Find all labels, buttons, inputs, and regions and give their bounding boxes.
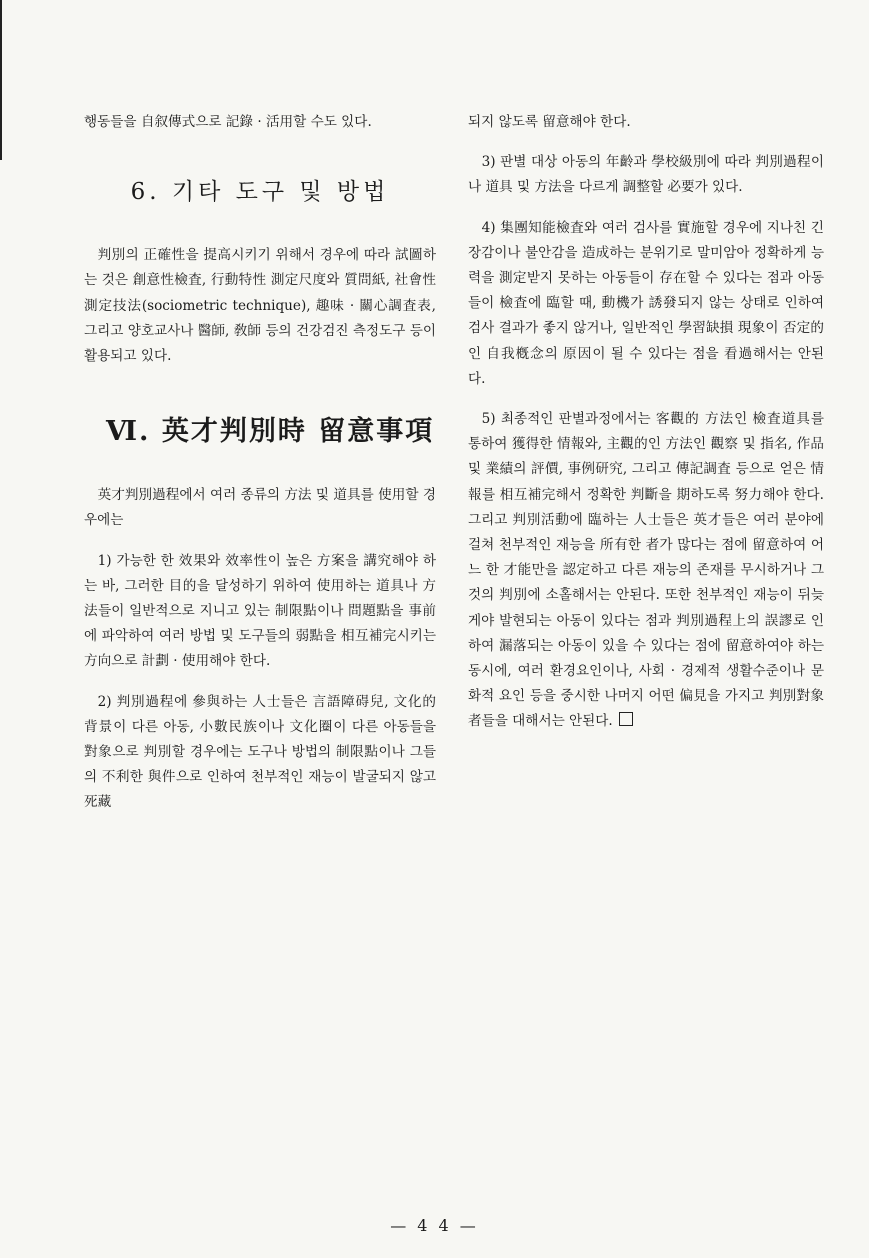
page-number: — 4 4 — <box>390 1216 479 1235</box>
paragraph-intro: 英才判別過程에서 여러 종류의 方法 및 道具를 使用할 경우에는 <box>84 487 436 529</box>
paragraph-item-5-text: 5) 최종적인 판별과정에서는 客觀的 方法인 檢査道具를 통하여 獲得한 情報와, 主觀的인 方法인 觀察 및 指名, 作品 및 業績의 評價, 事例研究, 그리고 傳記調査 등으로 얻은 情報를 相互補完해서 정확한 判斷을 期하도록 努力해야 한다. 그리고 判別活動에 臨하는 人士들은 英才들은 여러 분야에 걸쳐 천부적인 재능을 所有한 者가 많다는 점에 留意하여 어느 한 才能만을 認定하고 다른 재능의 존재를 무시하거나 그것의 判別에 소홀해서는 안된다. 또한 천부적인 재능이 뒤늦게야 발현되는 아동이 있다는 점과 判別過程上의 誤謬로 인하여 漏落되는 아동이 있을 수 있다는 점에 留意하여야 하는 동시에, 여러 환경요인이나, 사회 · 경제적 생활수준이나 문화적 요인 등을 중시한 나머지 어떤 偏見을 가지고 判別對象者들을 대해서는 안된다. <box>468 411 824 730</box>
paragraph-item-2-continued: 되지 않도록 留意해야 한다. <box>468 114 631 130</box>
paragraph-item-1: 1) 가능한 한 效果와 效率性이 높은 方案을 講究해야 하는 바, 그러한 目的을 달성하기 위하여 使用하는 道具나 方法들이 일반적으로 지니고 있는 制限點이나 問題點을 事前에 파악하여 여러 방법 및 도구들의 弱點을 相互補完시키는 方向으로 計劃 · 使用해야 한다. <box>84 552 436 670</box>
chapter-heading: Ⅵ. 英才判別時 留意事項 <box>106 416 435 448</box>
paragraph-tools: 判別의 正確性을 提高시키기 위해서 경우에 따라 試圖하는 것은 創意性檢査, 行動特性 測定尺度와 質問紙, 社會性 測定技法(sociometric technique), 趣味 · 關心調査表, 그리고 양호교사나 醫師, 敎師 등의 건강검진 측정도구 등이 활용되고 있다. <box>84 247 436 365</box>
right-column <box>468 110 824 735</box>
page-margin-line <box>0 0 2 160</box>
paragraph-item-4: 4) 集團知能檢査와 여러 검사를 實施할 경우에 지나친 긴장감이나 불안감을 造成하는 분위기로 말미암아 정확하게 능력을 測定받지 못하는 아동들이 存在할 수 있다는 점과 아동들이 檢査에 臨할 때, 動機가 誘發되지 않는 상태로 인하여 검사 결과가 좋지 않거나, 일반적인 學習缺損 現象이 否定的인 自我槪念의 原因이 될 수 있다는 점을 看過해서는 안된다. <box>468 219 824 387</box>
section-heading-other-tools: 6. 기타 도구 및 방법 <box>130 179 390 206</box>
paragraph-item-3: 3) 판별 대상 아동의 年齡과 學校級別에 따라 判別過程이나 道具 및 方法을 다르게 調整할 必要가 있다. <box>468 154 824 196</box>
paragraph-item-5 <box>468 407 824 735</box>
paragraph-item-2: 2) 判別過程에 參與하는 人士들은 言語障碍兒, 文化的 背景이 다른 아동, 小數民族이나 文化圈이 다른 아동들을 對象으로 判別할 경우에는 도구나 방법의 制限點이나 그들의 不利한 與件으로 인하여 천부적인 재능이 발굴되지 않고 死藏 <box>84 693 436 811</box>
intro-text: 행동들을 自叙傳式으로 記錄 · 活用할 수도 있다. <box>84 114 372 130</box>
left-column <box>84 110 436 816</box>
end-mark-box-icon <box>619 712 633 726</box>
